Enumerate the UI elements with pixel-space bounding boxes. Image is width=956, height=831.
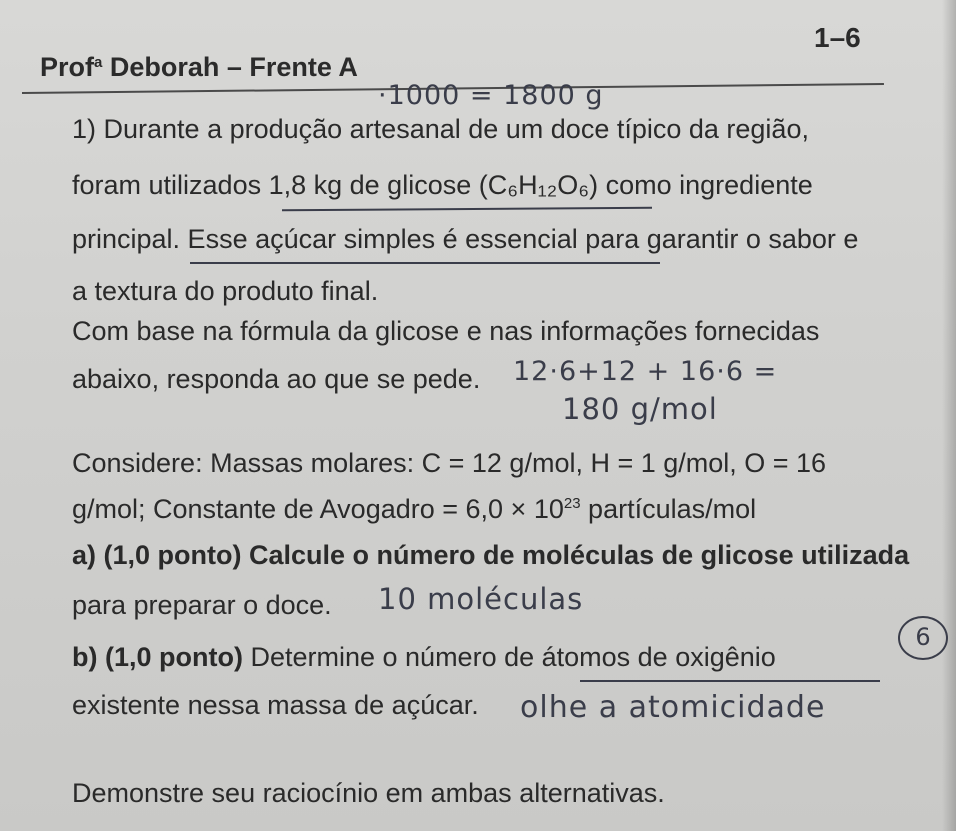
page-edge-shadow xyxy=(942,0,956,831)
handwritten-molar-result: 180 g/mol xyxy=(562,392,718,426)
question-a: a) (1,0 ponto) Calcule o número de moléculas de glicose utilizada xyxy=(72,540,910,570)
question-line-13: Demonstre seu raciocínio em ambas alternativas. xyxy=(72,778,665,808)
question-line-12: existente nessa massa de açúcar. xyxy=(72,690,479,720)
question-line-1: 1) Durante a produção artesanal de um doce típico da região, xyxy=(72,114,809,144)
question-line-4: a textura do produto final. xyxy=(72,276,379,306)
underline-principal xyxy=(190,262,660,264)
teacher-name: Prof$^a$ Deborah – Frente A xyxy=(40,52,358,82)
page-number: 1–6 xyxy=(814,22,861,53)
handwritten-molecules: 10 moléculas xyxy=(378,582,584,616)
question-line-3: principal. Esse açúcar simples é essencial para garantir o sabor e xyxy=(72,224,859,254)
question-line-6: abaixo, responda ao que se pede. xyxy=(72,364,481,394)
question-b: b) (1,0 ponto) Determine o número de átomos de oxigênio xyxy=(72,642,776,672)
underline-oxygen xyxy=(580,680,880,682)
question-line-2: foram utilizados 1,8 kg de glicose (C₆H₁₂O₆) como ingrediente xyxy=(72,170,813,200)
question-line-8: g/mol; Constante de Avogadro = $6,0 \times 10^{23}$ partículas/mol xyxy=(72,494,757,524)
question-line-10: para preparar o doce. xyxy=(72,590,332,620)
handwritten-molar-calc: 12·6+12 + 16·6 = xyxy=(513,356,778,387)
question-line-7: Considere: Massas molares: C = 12 g/mol, H = 1 g/mol, O = 16 xyxy=(72,448,827,478)
underline-glucose-mass xyxy=(282,207,652,212)
handwritten-hint: olhe a atomicidade xyxy=(520,690,826,725)
circled-six: 6 xyxy=(898,616,948,660)
question-line-5: Com base na fórmula da glicose e nas informações fornecidas xyxy=(72,316,820,346)
handwritten-conversion: ·1000 = 1800 g xyxy=(378,80,604,111)
